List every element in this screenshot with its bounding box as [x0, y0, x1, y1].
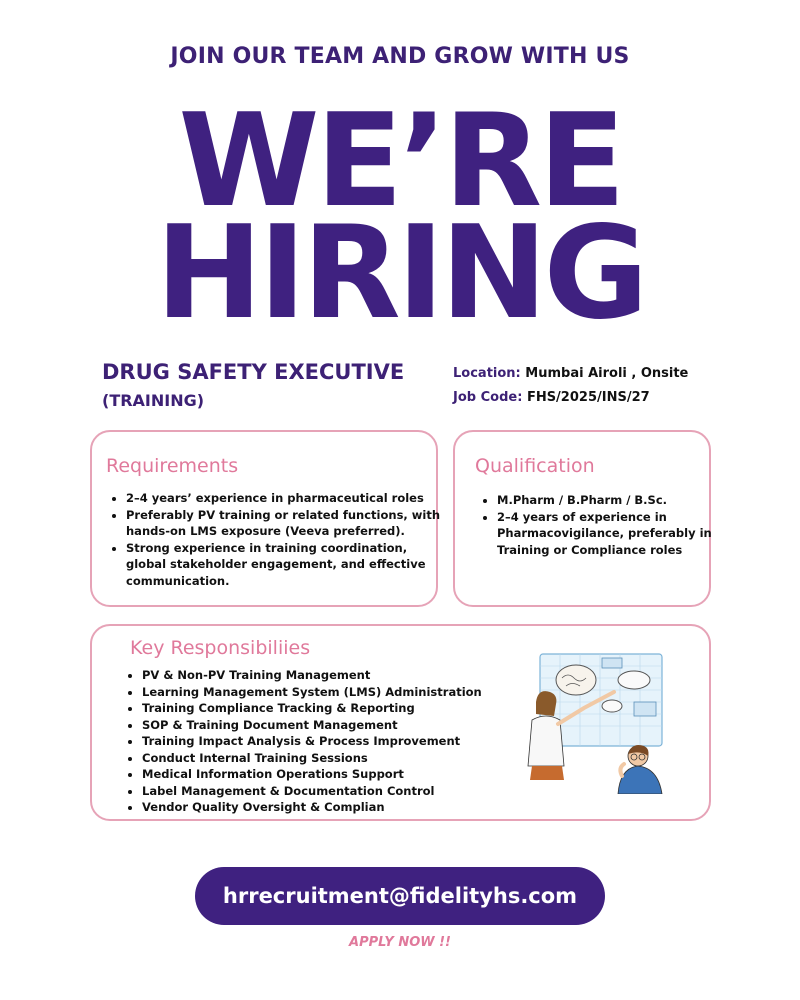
requirements-card — [90, 430, 441, 607]
list-item: • PV & Non-PV Training Management — [142, 667, 492, 684]
hero-title-line1: WE’RE — [178, 87, 622, 236]
tagline: JOIN OUR TEAM AND GROW WITH US — [170, 44, 630, 69]
list-item: • Medical Information Operations Support — [142, 766, 492, 783]
job-code-info — [453, 390, 650, 405]
requirements-heading: Requirements — [106, 455, 239, 477]
job-code-value: FHS/2025/INS/27 — [526, 390, 650, 405]
job-title: DRUG SAFETY EXECUTIVE — [102, 360, 405, 384]
apply-now-label: APPLY NOW !! — [349, 935, 451, 950]
presentation-illustration — [522, 644, 672, 794]
hero-title-line2: HIRING — [155, 199, 645, 348]
list-item: • Preferably PV training or related functions, with hands-on LMS exposure (Veeva preferred). — [126, 507, 441, 540]
job-subtitle: (TRAINING) — [102, 391, 205, 410]
list-item: • M.Pharm / B.Pharm / B.Sc. — [497, 492, 717, 509]
qualification-list — [479, 492, 717, 558]
list-item: • Strong experience in training coordination, global stakeholder engagement, and effective communication. — [126, 540, 441, 590]
location-info — [453, 366, 688, 381]
list-item: • Learning Management System (LMS) Administration — [142, 684, 492, 701]
list-item: • SOP & Training Document Management — [142, 717, 492, 734]
responsibilities-list — [124, 667, 492, 816]
location-label: Location: — [453, 366, 521, 381]
job-code-label: Job Code: — [453, 390, 523, 405]
responsibilities-card — [90, 624, 711, 821]
list-item: • Label Management & Documentation Control — [142, 783, 492, 800]
list-item: • Training Impact Analysis & Process Improvement — [142, 733, 492, 750]
location-value: Mumbai Airoli , Onsite — [525, 366, 689, 381]
list-item: • Conduct Internal Training Sessions — [142, 750, 492, 767]
responsibilities-heading: Key Responsibiliies — [130, 637, 311, 659]
list-item: • Training Compliance Tracking & Reporting — [142, 700, 492, 717]
list-item: • 2–4 years of experience in Pharmacovigilance, preferably in Training or Compliance roles — [497, 509, 717, 559]
list-item: • Vendor Quality Oversight & Complian — [142, 799, 492, 816]
qualification-heading: Qualification — [475, 455, 595, 477]
qualification-card — [453, 430, 711, 607]
email-button[interactable]: hrrecruitment@fidelityhs.com — [195, 867, 605, 925]
requirements-list — [108, 490, 441, 589]
list-item: • 2–4 years’ experience in pharmaceutical roles — [126, 490, 441, 507]
